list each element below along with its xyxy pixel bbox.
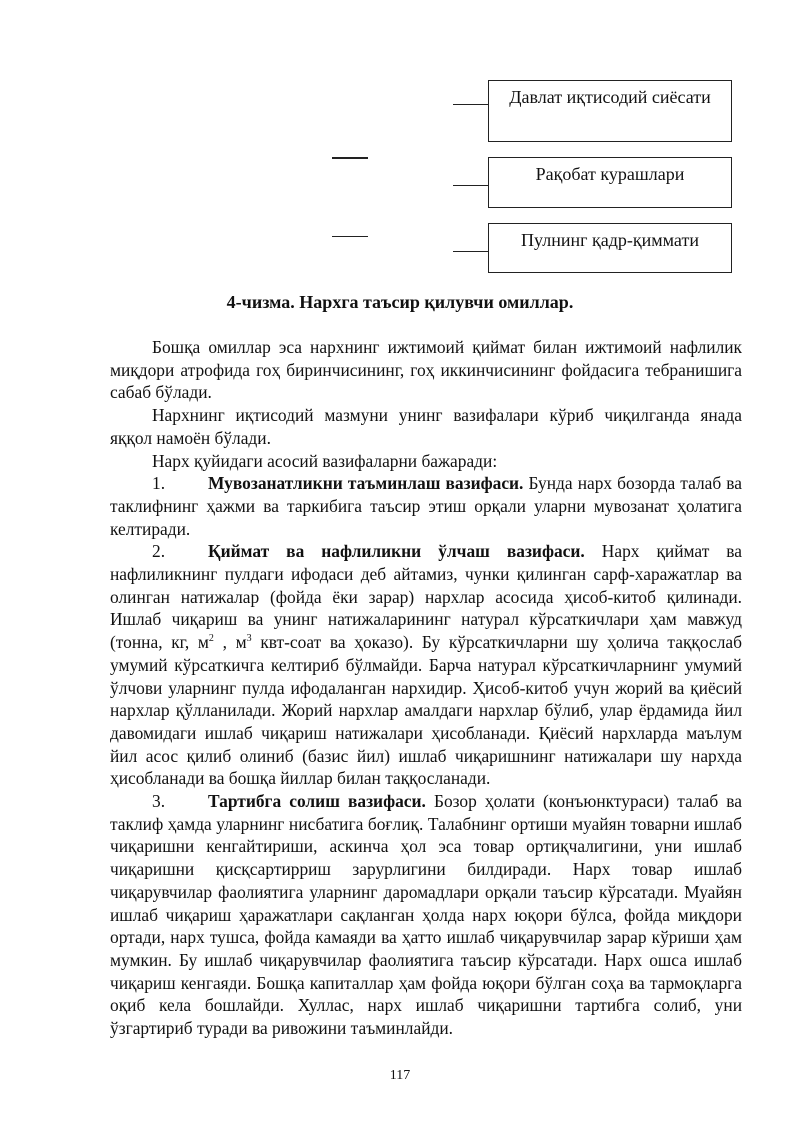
superscript: 2 [208,633,214,645]
paragraph: Нарх қуйидаги асосий вазифаларни бажаради: [152,450,498,471]
list-number: 2. [152,541,166,562]
factors-diagram [0,0,800,290]
list-item-text: квт-соат ва ҳоказо). Бу кўрсаткичларни шу ҳолича таққослаб умумий кўрсаткичга келтириб бўлмайди. Барча натурал кўрсаткичларнинг умумий ўлчови уларнинг пулда ифодаланган нархидир. Ҳисоб-китоб учун жорий ва қиёсий нархлар қўлланилади. Жорий нархлар амалдаги нархлар бўлиб, улар ёрдамида йил давомидаги ишлаб чиқариш натижалари ҳисобланади. Қиёсий нархларда маълум йил асос қилиб олиниб (базис йил) ишлаб чиқаришнинг натижалари шу нархда ҳисобланади ва бошқа йиллар билан таққосланади. [110,632,742,789]
list-number: 3. [152,791,166,812]
diagram-box-label: Рақобат курашлари [535,164,685,184]
connector-line-1 [453,104,488,105]
list-item-text: Нарх қиймат ва нафлиликнинг пулдаги ифодаси деб айтамиз, чунки қилинган сарф-харажатлар ва олинган натижалар (фойда ёки зарар) нархлар асосида ҳисоб-китоб қилинади. Ишлаб чиқариш ва унинг натижаларининг натурал кўрсаткичлари ҳам мавжуд (тонна, кг, м [110,541,742,653]
figure-caption: 4-чизма. Нархга таъсир қилувчи омиллар. [226,292,574,312]
list-item-text: Бунда нарх бозорда талаб ва таклифнинг ҳажми ва таркибига таъсир этиш орқали уларни мувозанат ҳолатига келтиради. [110,473,742,539]
connector-line-2 [332,157,368,159]
list-item-title: Тартибга солиш вазифаси. [208,791,426,812]
list-item-text: , м [213,632,247,653]
list-item-title: Мувозанатликни таъминлаш вазифаси. [208,473,524,494]
list-item-title: Қиймат ва нафлиликни ўлчаш вазифаси. [208,541,585,562]
list-item-balance [110,472,742,540]
list-number: 1. [152,473,166,494]
diagram-box-label: Давлат иқтисодий сиёсати [509,87,711,107]
connector-line-5 [453,251,488,252]
body-text [110,336,742,1040]
list-item-measure [110,540,742,790]
diagram-box-competition [488,157,732,208]
superscript: 3 [246,633,252,645]
connector-line-4 [332,236,368,237]
connector-line-3 [453,185,488,186]
diagram-box-label: Пулнинг қадр-қиммати [521,230,699,250]
diagram-box-money-value [488,223,732,273]
paragraph: Бошқа омиллар эса нархнинг ижтимоий қиймат билан ижтимоий нафлилик миқдори атрофида гоҳ биринчисининг, гоҳ иккинчисининг фойдасига тебранишига сабаб бўлади. [110,337,742,403]
list-item-text: Бозор ҳолати (конъюнктураси) талаб ва таклиф ҳамда уларнинг нисбатига боғлиқ. Талабнинг ортиши муайян товарни ишлаб чиқаришни кенгайтириши, аскинча ҳол эса товар ортиқчалигини, уни ишлаб чиқаришни қисқсартирриш зарурлигини билдиради. Нарх товар ишлаб чиқарувчилар фаолиятига уларнинг даромадлари орқали таъсир кўрсатади. Муайян ишлаб чиқариш ҳаражатлари сақланган ҳолда нарх юқори бўлса, фойда миқдори ортади, нарх тушса, фойда камаяди ва ҳатто ишлаб чиқарувчилар зарар кўриши ҳам мумкин. Бу ишлаб чиқарувчилар фаолиятига таъсир кўрсатади. Нарх ошса ишлаб чиқариш кенгаяди. Бошқа капиталлар ҳам фойда юқори бўлган соҳа ва тармоқларга оқиб кела бошлайди. Хуллас, нарх ишлаб чиқаришни тартибга солиб, уни ўзгартириб туради ва ривожини таъминлайди. [110,791,742,1039]
page-number: 117 [389,1068,411,1083]
list-item-regulation [110,790,742,1040]
diagram-box-economic-policy [488,80,732,142]
paragraph: Нархнинг иқтисодий мазмуни унинг вазифалари кўриб чиқилганда янада яққол намоён бўлади. [110,405,742,448]
